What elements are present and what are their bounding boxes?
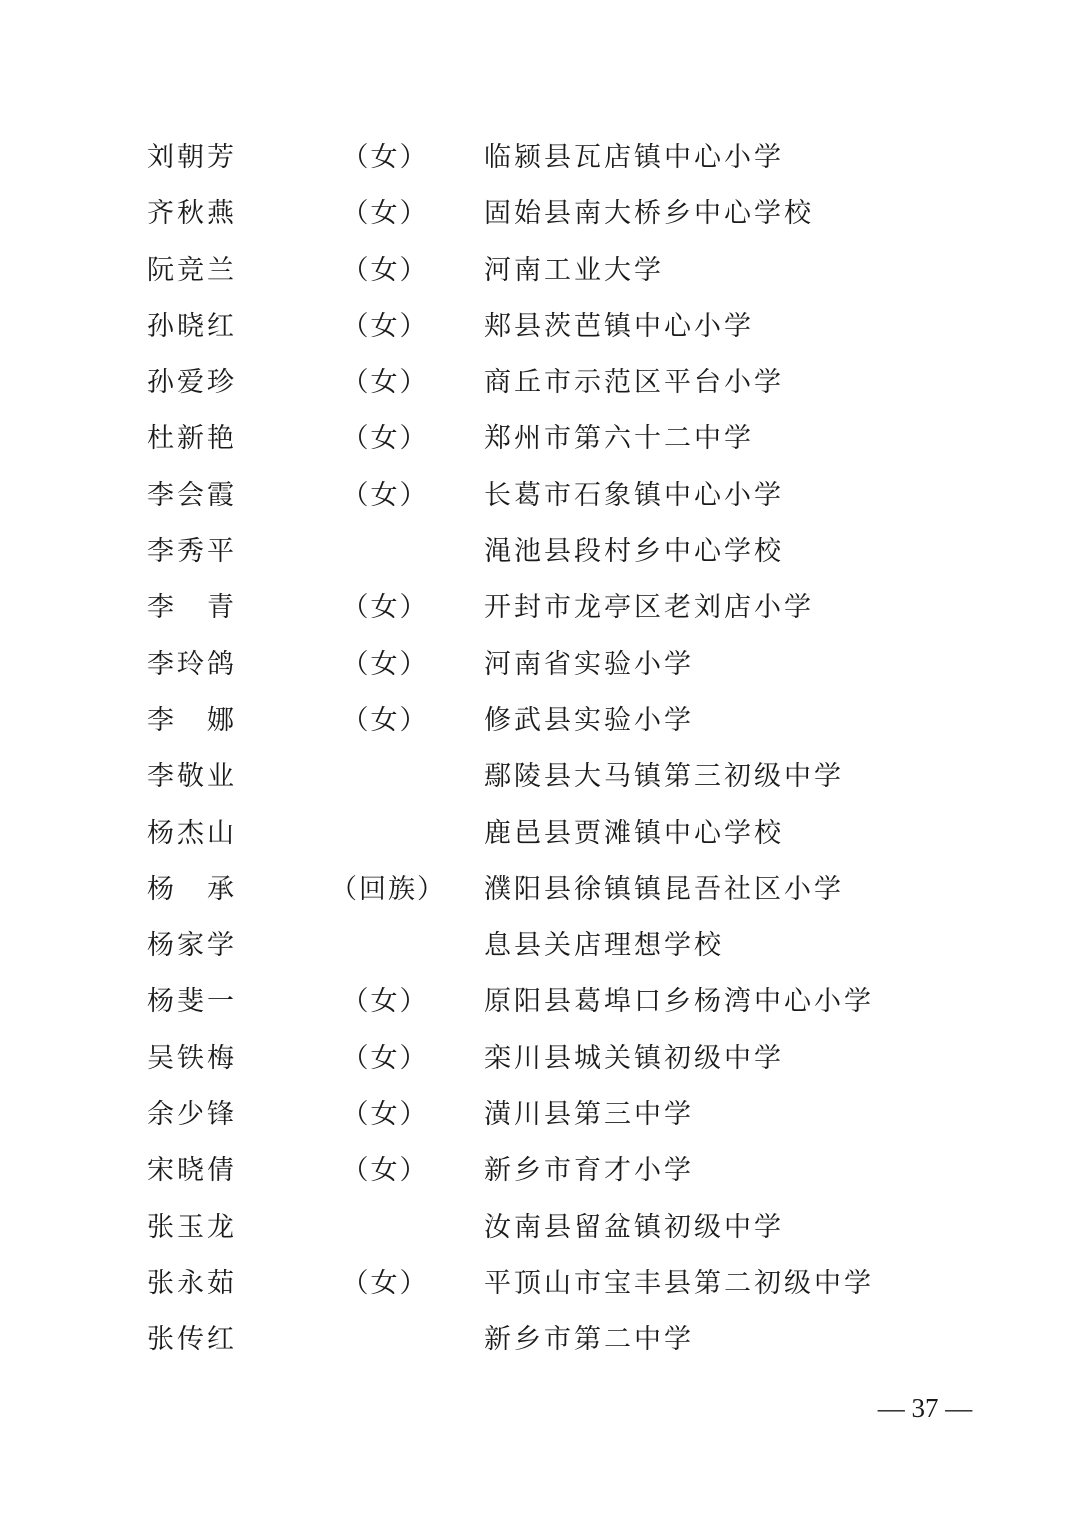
work-unit: 河南工业大学 xyxy=(484,254,664,286)
work-unit: 汝南县留盆镇初级中学 xyxy=(484,1211,784,1243)
work-unit: 郏县茨芭镇中心小学 xyxy=(484,310,754,342)
person-name: 张玉龙 xyxy=(147,1211,237,1243)
person-name: 吴铁梅 xyxy=(147,1042,237,1074)
person-name: 杨杰山 xyxy=(147,817,237,849)
person-note: （女） xyxy=(341,704,429,736)
person-note: （回族） xyxy=(330,873,446,905)
person-note: （女） xyxy=(341,423,429,455)
list-item xyxy=(0,1256,1074,1312)
person-name: 孙晓红 xyxy=(147,310,237,342)
person-note: （女） xyxy=(341,1099,429,1131)
page-number: — 37 — xyxy=(877,1393,973,1423)
person-note: （女） xyxy=(341,648,429,680)
person-name: 李秀平 xyxy=(147,536,237,568)
list-item xyxy=(0,862,1074,918)
list-item xyxy=(0,1200,1074,1256)
list-item xyxy=(0,186,1074,242)
work-unit: 河南省实验小学 xyxy=(484,648,694,680)
list-item xyxy=(0,355,1074,411)
list-item xyxy=(0,749,1074,805)
person-note: （女） xyxy=(341,986,429,1018)
list-item xyxy=(0,130,1074,186)
work-unit: 鄢陵县大马镇第三初级中学 xyxy=(484,761,844,793)
person-note: （女） xyxy=(341,142,429,173)
list-item xyxy=(0,1312,1074,1368)
person-note: （女） xyxy=(341,1267,429,1299)
person-name: 张传红 xyxy=(147,1324,237,1356)
work-unit: 新乡市育才小学 xyxy=(484,1155,694,1187)
person-note: （女） xyxy=(341,367,429,399)
person-note: （女） xyxy=(341,1155,429,1187)
work-unit: 潢川县第三中学 xyxy=(484,1099,694,1131)
list-item xyxy=(0,974,1074,1030)
work-unit: 渑池县段村乡中心学校 xyxy=(484,536,784,568)
person-name: 阮竞兰 xyxy=(147,254,237,286)
work-unit: 平顶山市宝丰县第二初级中学 xyxy=(484,1267,874,1299)
list-item xyxy=(0,693,1074,749)
work-unit: 鹿邑县贾滩镇中心学校 xyxy=(484,817,784,849)
person-name: 杜新艳 xyxy=(147,423,237,455)
list-item xyxy=(0,918,1074,974)
work-unit: 濮阳县徐镇镇昆吾社区小学 xyxy=(484,873,844,905)
work-unit: 商丘市示范区平台小学 xyxy=(484,367,784,399)
work-unit: 原阳县葛埠口乡杨湾中心小学 xyxy=(484,986,874,1018)
list-item xyxy=(0,1087,1074,1143)
person-name: 余少锋 xyxy=(147,1099,237,1131)
person-name: 李玲鸽 xyxy=(147,648,237,680)
person-name: 李 青 xyxy=(147,592,237,624)
person-name: 齐秋燕 xyxy=(147,198,237,230)
work-unit: 新乡市第二中学 xyxy=(484,1324,694,1356)
list-item xyxy=(0,243,1074,299)
person-name: 孙爱珍 xyxy=(147,367,237,399)
list-item xyxy=(0,637,1074,693)
work-unit: 栾川县城关镇初级中学 xyxy=(484,1042,784,1074)
work-unit: 修武县实验小学 xyxy=(484,704,694,736)
person-name: 杨 承 xyxy=(147,873,237,905)
work-unit: 临颍县瓦店镇中心小学 xyxy=(484,142,784,173)
person-note: （女） xyxy=(341,254,429,286)
person-name: 李 娜 xyxy=(147,704,237,736)
list-item xyxy=(0,580,1074,636)
person-note: （女） xyxy=(341,310,429,342)
person-note: （女） xyxy=(341,1042,429,1074)
work-unit: 郑州市第六十二中学 xyxy=(484,423,754,455)
person-note: （女） xyxy=(341,198,429,230)
work-unit: 固始县南大桥乡中心学校 xyxy=(484,198,814,230)
honoree-list xyxy=(0,130,1074,1369)
person-note: （女） xyxy=(341,592,429,624)
work-unit: 开封市龙亭区老刘店小学 xyxy=(484,592,814,624)
list-item xyxy=(0,411,1074,467)
person-name: 李会霞 xyxy=(147,479,237,511)
person-name: 杨家学 xyxy=(147,930,237,962)
person-note: （女） xyxy=(341,479,429,511)
person-name: 宋晓倩 xyxy=(147,1155,237,1187)
list-item xyxy=(0,468,1074,524)
person-name: 李敬业 xyxy=(147,761,237,793)
person-name: 杨斐一 xyxy=(147,986,237,1018)
work-unit: 息县关店理想学校 xyxy=(484,930,724,962)
list-item xyxy=(0,1143,1074,1199)
person-name: 张永茹 xyxy=(147,1267,237,1299)
list-item xyxy=(0,524,1074,580)
person-name: 刘朝芳 xyxy=(147,142,237,173)
work-unit: 长葛市石象镇中心小学 xyxy=(484,479,784,511)
list-item xyxy=(0,1031,1074,1087)
list-item xyxy=(0,806,1074,862)
list-item xyxy=(0,299,1074,355)
